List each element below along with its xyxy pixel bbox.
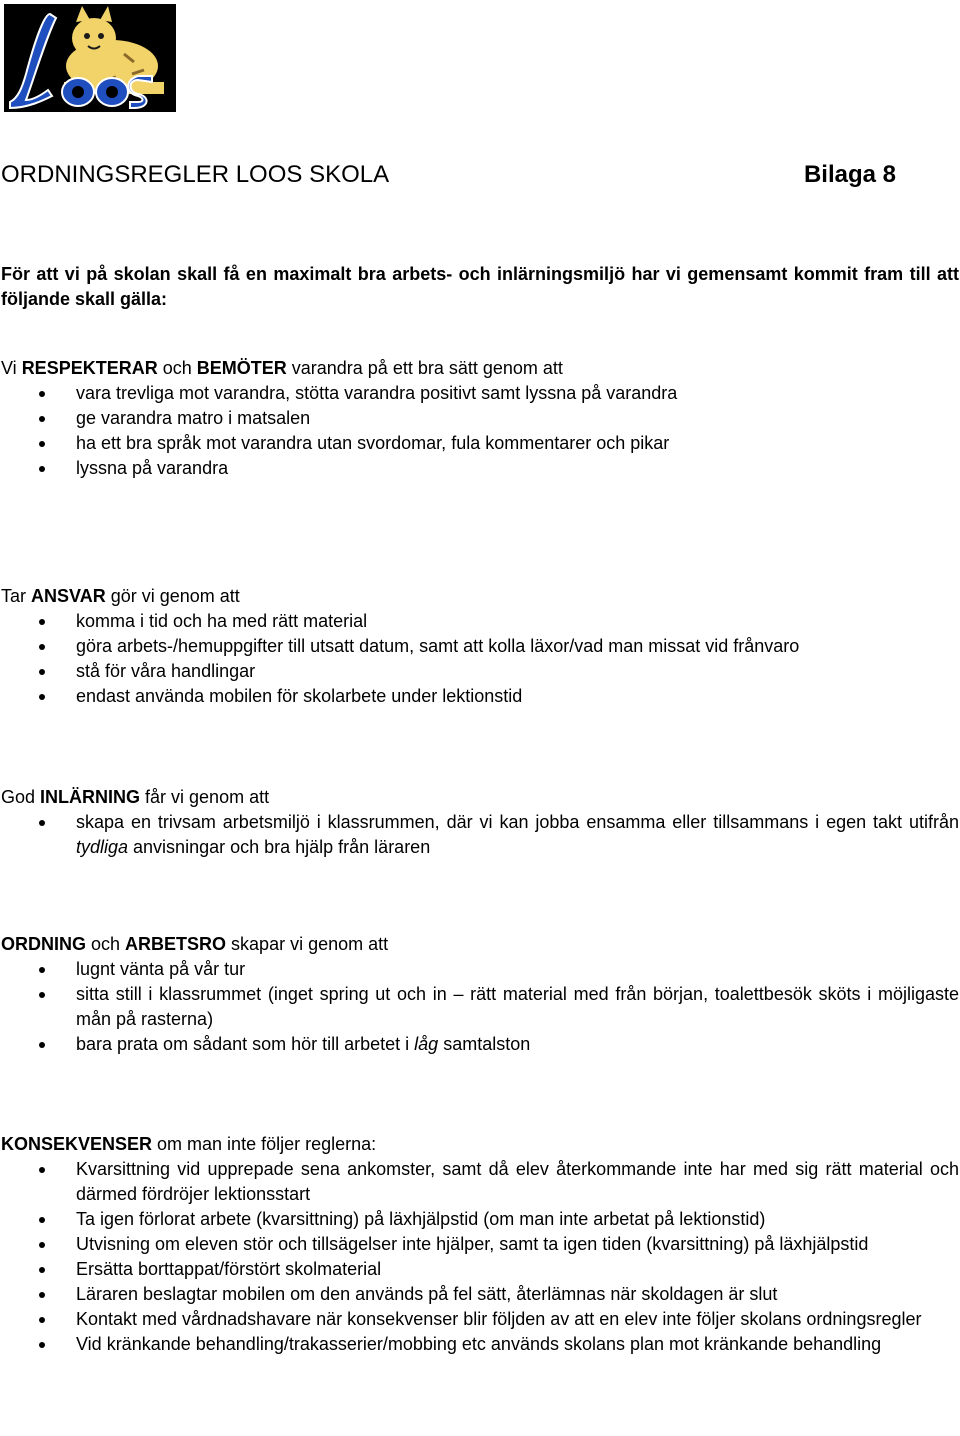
school-logo [4,4,176,112]
section-ansvar [1,584,959,709]
section-respekt [1,356,959,481]
list-item: göra arbets-/hemuppgifter till utsatt datum, samt att kolla läxor/vad man missat vid frånvaro [1,634,959,659]
section-heading: Tar ANSVAR gör vi genom att [1,586,240,606]
list-item: Ersätta borttappat/förstört skolmaterial [1,1257,959,1282]
list-item: Utvisning om eleven stör och tillsägelser inte hjälper, samt ta igen tiden (kvarsittning) på läxhjälpstid [1,1232,959,1257]
list-item: lyssna på varandra [1,456,959,481]
bullet-list [1,810,959,860]
list-item: Vid kränkande behandling/trakasserier/mobbing etc används skolans plan mot kränkande behandling [1,1332,959,1357]
list-item: Kontakt med vårdnadshavare när konsekvenser blir följden av att en elev inte följer skolans ordningsregler [1,1307,959,1332]
intro-paragraph: För att vi på skolan skall få en maximalt bra arbets- och inlärningsmiljö har vi gemensamt kommit fram till att följande skall gälla: [1,264,959,309]
list-item: bara prata om sådant som hör till arbetet i låg samtalston [1,1032,959,1057]
section-heading: God INLÄRNING får vi genom att [1,787,270,807]
bullet-list [1,609,959,709]
section-heading: KONSEKVENSER om man inte följer reglerna: [1,1134,377,1154]
bullet-list [1,957,959,1057]
page-title: ORDNINGSREGLER LOOS SKOLA [1,161,390,188]
section-ordning [1,932,959,1057]
list-item: endast använda mobilen för skolarbete under lektionstid [1,684,959,709]
section-heading: ORDNING och ARBETSRO skapar vi genom att [1,934,389,954]
list-item: Kvarsittning vid upprepade sena ankomster, samt då elev återkommande inte har med sig rätt material och därmed fördröjer lektionsstart [1,1157,959,1207]
section-konsekvenser [1,1132,959,1357]
loos-logo-graphic [4,4,176,112]
list-item: stå för våra handlingar [1,659,959,684]
bullet-list [1,1157,959,1357]
list-item: vara trevliga mot varandra, stötta varandra positivt samt lyssna på varandra [1,381,959,406]
list-item: skapa en trivsam arbetsmiljö i klassrummen, där vi kan jobba ensamma eller tillsammans i egen takt utifrån tydliga anvisningar och bra hjälp från läraren [1,810,959,860]
list-item: sitta still i klassrummet (inget spring ut och in – rätt material med från början, toalettbesök sköts i möjligaste mån på rasterna) [1,982,959,1032]
list-item: ha ett bra språk mot varandra utan svordomar, fula kommentarer och pikar [1,431,959,456]
bullet-list [1,381,959,481]
appendix-label: Bilaga 8 [803,161,896,188]
title-row [1,160,896,190]
section-heading: Vi RESPEKTERAR och BEMÖTER varandra på ett bra sätt genom att [1,358,563,378]
list-item: Ta igen förlorat arbete (kvarsittning) på läxhjälpstid (om man inte arbetat på lektionstid) [1,1207,959,1232]
list-item: ge varandra matro i matsalen [1,406,959,431]
list-item: lugnt vänta på vår tur [1,957,959,982]
list-item: Läraren beslagtar mobilen om den används på fel sätt, återlämnas när skoldagen är slut [1,1282,959,1307]
section-inlarning [1,785,959,860]
list-item: komma i tid och ha med rätt material [1,609,959,634]
